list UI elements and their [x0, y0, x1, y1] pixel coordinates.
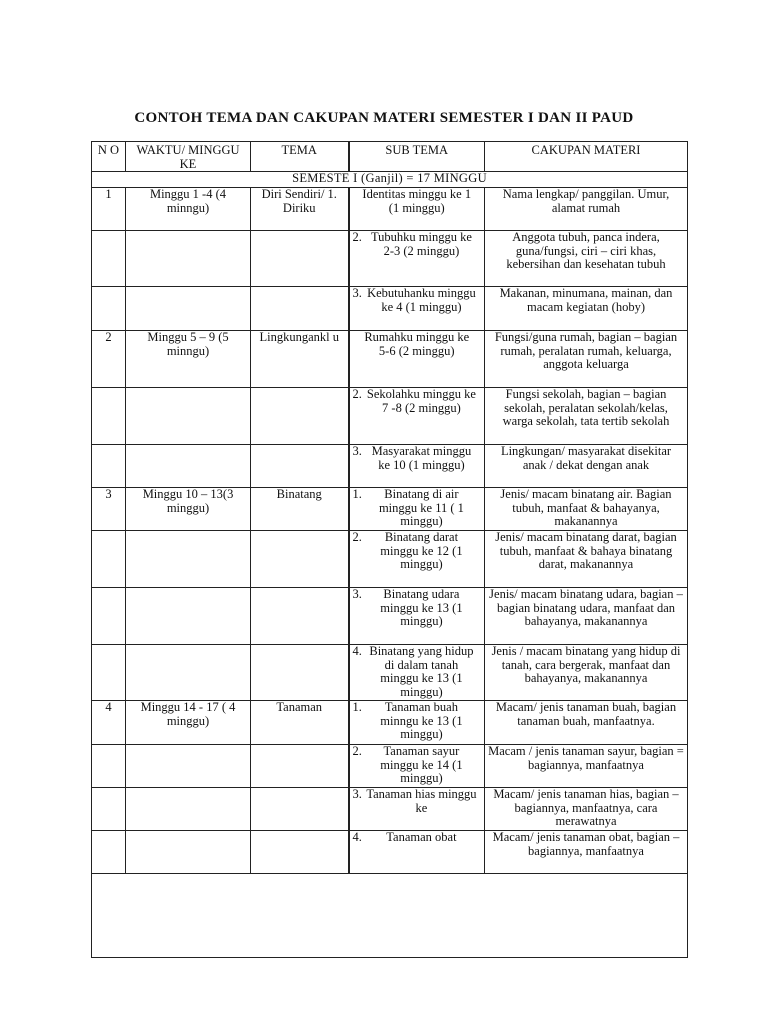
- subtema-text: Kebutuhanku minggu ke 4 (1 minggu): [367, 286, 476, 314]
- cell-no: 3: [92, 488, 126, 531]
- subtema-number: 1.: [352, 487, 362, 501]
- cell-subtema: [349, 588, 485, 645]
- cell-waktu: [126, 388, 251, 445]
- cell-waktu: Minggu 10 – 13(3 minggu): [126, 488, 251, 531]
- subtema-text: Binatang yang hidup di dalam tanah minggu ke 13 (1 minggu): [369, 644, 474, 699]
- cell-cakupan: Macam/ jenis tanaman obat, bagian – bagiannya, manfaatnya: [485, 831, 688, 874]
- cell-tema: [251, 531, 349, 588]
- subtema-number: 3.: [352, 444, 362, 458]
- subtema-number: 3.: [352, 587, 362, 601]
- cell-tema: [251, 445, 349, 488]
- header-tema: TEMA: [251, 142, 349, 172]
- cell-cakupan: Macam/ jenis tanaman buah, bagian tanaman buah, manfaatnya.: [485, 701, 688, 745]
- table-row: [92, 331, 688, 388]
- table-row: [92, 788, 688, 831]
- cell-waktu: Minggu 1 -4 (4 minngu): [126, 188, 251, 231]
- cell-waktu: [126, 231, 251, 287]
- cell-tema: [251, 745, 349, 788]
- header-row: [92, 142, 688, 172]
- cell-tema: [251, 788, 349, 831]
- subtema-text: Binatang di air minggu ke 11 ( 1 minggu): [378, 487, 464, 528]
- subtema-number: 2.: [352, 387, 362, 401]
- cell-cakupan: Jenis / macam binatang yang hidup di tanah, cara bergerak, manfaat dan bahayanya, makanannya: [485, 645, 688, 701]
- cell-waktu: [126, 531, 251, 588]
- cell-cakupan: Lingkungan/ masyarakat disekitar anak / dekat dengan anak: [485, 445, 688, 488]
- subtema-text: Masyarakat minggu ke 10 (1 minggu): [371, 444, 472, 472]
- cell-tema: [251, 645, 349, 701]
- subtema-number: 3.: [352, 787, 362, 801]
- subtema-text: Tanaman buah minngu ke 13 (1 minggu): [380, 700, 463, 741]
- cell-subtema: [349, 231, 485, 287]
- subtema-text: Sekolahku minggu ke 7 -8 (2 minggu): [366, 387, 476, 415]
- table-row: [92, 231, 688, 287]
- cell-no: 4: [92, 701, 126, 745]
- cell-subtema: [349, 331, 485, 388]
- cell-waktu: [126, 831, 251, 874]
- materi-table: [91, 141, 688, 958]
- table-row: [92, 287, 688, 331]
- cell-subtema: [349, 745, 485, 788]
- cell-no: [92, 588, 126, 645]
- cell-waktu: [126, 445, 251, 488]
- table-row: [92, 831, 688, 874]
- cell-waktu: [126, 287, 251, 331]
- semester-label: SEMESTE I (Ganjil) = 17 MINGGU: [92, 172, 688, 188]
- document-title: CONTOH TEMA DAN CAKUPAN MATERI SEMESTER I DAN II PAUD: [134, 110, 634, 126]
- cell-no: [92, 231, 126, 287]
- cell-cakupan: Jenis/ macam binatang darat, bagian tubuh, manfaat & bahaya binatang darat, makanannya: [485, 531, 688, 588]
- cell-waktu: [126, 745, 251, 788]
- cell-cakupan: Fungsi sekolah, bagian – bagian sekolah, peralatan sekolah/kelas, warga sekolah, tata tertib sekolah: [485, 388, 688, 445]
- table-row: [92, 645, 688, 701]
- header-no: N O: [92, 142, 126, 172]
- cell-tema: [251, 588, 349, 645]
- subtema-number: 1.: [352, 700, 362, 714]
- table-row: [92, 531, 688, 588]
- semester-row: [92, 172, 688, 188]
- header-cakupan: CAKUPAN MATERI: [485, 142, 688, 172]
- subtema-number: 3.: [352, 286, 362, 300]
- header-subtema: SUB TEMA: [349, 142, 485, 172]
- table-row: [92, 745, 688, 788]
- cell-tema: [251, 831, 349, 874]
- cell-subtema: [349, 645, 485, 701]
- cell-waktu: [126, 588, 251, 645]
- subtema-text: Binatang darat minggu ke 12 (1 minggu): [380, 530, 463, 571]
- subtema-text: Binatang udara minggu ke 13 (1 minggu): [380, 587, 463, 628]
- cell-waktu: [126, 788, 251, 831]
- subtema-text: Rumahku minggu ke 5-6 (2 minggu): [364, 330, 470, 358]
- cell-subtema: [349, 188, 485, 231]
- table-row: [92, 188, 688, 231]
- cell-tema: [251, 388, 349, 445]
- cell-waktu: [126, 645, 251, 701]
- table-row: [92, 588, 688, 645]
- cell-cakupan: Macam / jenis tanaman sayur, bagian = bagiannya, manfaatnya: [485, 745, 688, 788]
- cell-tema: Diri Sendiri/ 1. Diriku: [251, 188, 349, 231]
- table-row: [92, 388, 688, 445]
- cell-cakupan: Nama lengkap/ panggilan. Umur, alamat rumah: [485, 188, 688, 231]
- cell-no: [92, 531, 126, 588]
- cell-cakupan: Macam/ jenis tanaman hias, bagian – bagiannya, manfaatnya, cara merawatnya: [485, 788, 688, 831]
- subtema-text: Identitas minggu ke 1 (1 minggu): [362, 187, 472, 215]
- cell-subtema: [349, 445, 485, 488]
- cell-subtema: [349, 788, 485, 831]
- header-waktu: WAKTU/ MINGGU KE: [126, 142, 251, 172]
- subtema-number: 2.: [352, 744, 362, 758]
- cell-no: 2: [92, 331, 126, 388]
- cell-no: [92, 388, 126, 445]
- cell-no: 1: [92, 188, 126, 231]
- subtema-number: 4.: [352, 644, 362, 658]
- cell-subtema: [349, 701, 485, 745]
- cell-no: [92, 745, 126, 788]
- subtema-text: Tubuhku minggu ke 2-3 (2 minggu): [370, 230, 472, 258]
- table-row: [92, 488, 688, 531]
- table-row: [92, 445, 688, 488]
- empty-row: [92, 874, 688, 958]
- subtema-text: Tanaman obat: [386, 830, 457, 844]
- empty-cell: [92, 874, 688, 958]
- cell-tema: Lingkungankl u: [251, 331, 349, 388]
- table-row: [92, 701, 688, 745]
- cell-waktu: Minggu 14 - 17 ( 4 minggu): [126, 701, 251, 745]
- cell-tema: [251, 287, 349, 331]
- cell-tema: Tanaman: [251, 701, 349, 745]
- cell-tema: Binatang: [251, 488, 349, 531]
- cell-cakupan: Fungsi/guna rumah, bagian – bagian rumah, peralatan rumah, keluarga, anggota keluarga: [485, 331, 688, 388]
- cell-no: [92, 645, 126, 701]
- cell-no: [92, 287, 126, 331]
- cell-subtema: [349, 488, 485, 531]
- cell-cakupan: Makanan, minumana, mainan, dan macam kegiatan (hoby): [485, 287, 688, 331]
- subtema-text: Tanaman hias minggu ke: [366, 787, 477, 815]
- cell-tema: [251, 231, 349, 287]
- subtema-text: Tanaman sayur minggu ke 14 (1 minggu): [380, 744, 463, 785]
- cell-subtema: [349, 287, 485, 331]
- cell-subtema: [349, 388, 485, 445]
- cell-subtema: [349, 531, 485, 588]
- cell-no: [92, 788, 126, 831]
- cell-cakupan: Jenis/ macam binatang air. Bagian tubuh, manfaat & bahayanya, makanannya: [485, 488, 688, 531]
- subtema-number: 2.: [352, 230, 362, 244]
- subtema-number: 4.: [352, 830, 362, 844]
- cell-subtema: [349, 831, 485, 874]
- subtema-number: 2.: [352, 530, 362, 544]
- cell-no: [92, 831, 126, 874]
- cell-cakupan: Jenis/ macam binatang udara, bagian – bagian binatang udara, manfaat dan bahayanya, makanannya: [485, 588, 688, 645]
- cell-no: [92, 445, 126, 488]
- cell-cakupan: Anggota tubuh, panca indera, guna/fungsi, ciri – ciri khas, kebersihan dan kesehatan tubuh: [485, 231, 688, 287]
- cell-waktu: Minggu 5 – 9 (5 minngu): [126, 331, 251, 388]
